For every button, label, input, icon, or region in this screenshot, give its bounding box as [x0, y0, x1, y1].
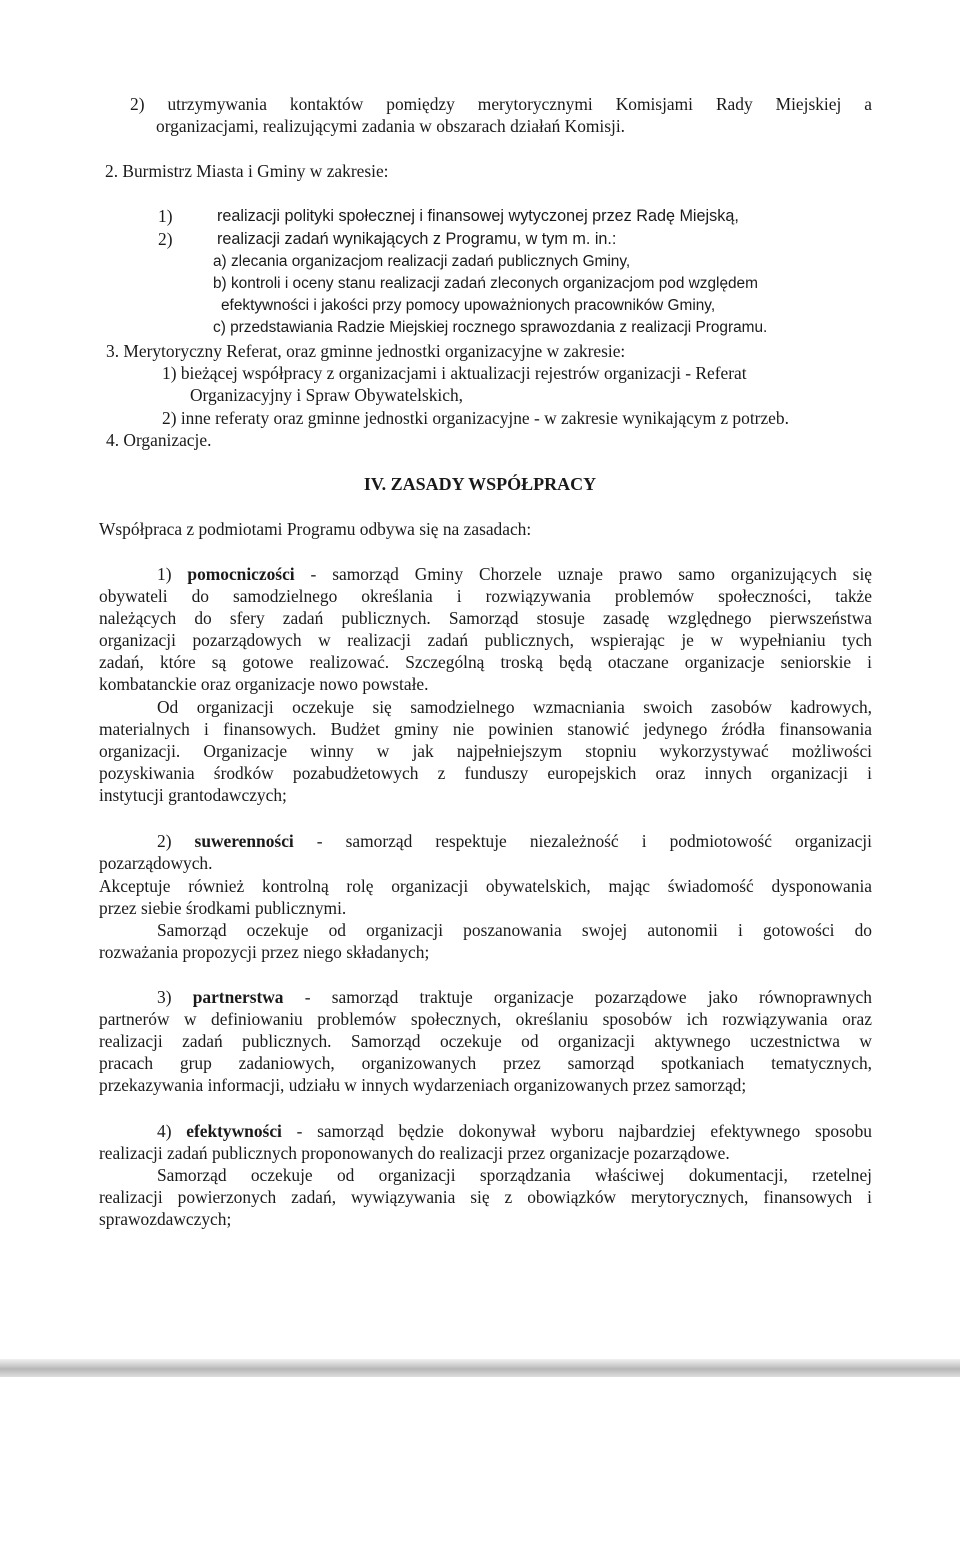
- principle-4-line-3: Samorząd oczekuje od organizacji sporządzania właściwej dokumentacji, rzetelnej: [157, 1165, 872, 1185]
- principle-2-line-5: Samorząd oczekuje od organizacji poszanowania swojej autonomii i gotowości do: [157, 920, 872, 940]
- principle-2-line-3: Akceptuje również kontrolną rolę organizacji obywatelskich, mając świadomość dysponowania: [99, 876, 872, 896]
- principle-4-line-2: realizacji zadań publicznych proponowanych do realizacji przez organizacje pozarządowe.: [99, 1143, 730, 1163]
- principle-1-line-3: należących do sfery zadań publicznych. Samorząd stosuje zasadę względnego pierwszeństwa: [99, 608, 872, 628]
- principle-2-line-1: [157, 830, 872, 852]
- principle-3-line-4: pracach grup zadaniowych, organizowanych przez samorząd spotkaniach tematycznych,: [99, 1053, 872, 1073]
- principle-1-line-11: instytucji grantodawczych;: [99, 785, 287, 805]
- principle-3-intro: - samorząd traktuje organizacje pozarządowe jako równoprawnych: [304, 987, 872, 1007]
- principle-4-line-1: [157, 1120, 872, 1142]
- principle-2-number: 2): [157, 831, 172, 851]
- section-3-heading: 3. Merytoryczny Referat, oraz gminne jednostki organizacyjne w zakresie:: [106, 341, 626, 361]
- section-2-item-1-number: 1): [158, 206, 173, 226]
- section-3-item-2: 2) inne referaty oraz gminne jednostki organizacyjne - w zakresie wynikającym z potrzeb.: [162, 408, 789, 428]
- principle-4-number: 4): [157, 1121, 172, 1141]
- item-2-line-2: organizacjami, realizującymi zadania w obszarach działań Komisji.: [156, 116, 626, 136]
- chapter-title: IV. ZASADY WSPÓŁPRACY: [363, 474, 597, 494]
- principle-4-term: efektywności: [186, 1121, 282, 1141]
- principle-1-line-1: [157, 563, 872, 585]
- principle-1-term: pomocniczości: [187, 564, 295, 584]
- principle-3-line-5: przekazywania informacji, udziału w innych wydarzeniach organizowanych przez samorząd;: [99, 1075, 747, 1095]
- section-2-item-1-text: realizacji polityki społecznej i finansowej wytyczonej przez Radę Miejską,: [217, 207, 739, 225]
- principle-3-line-3: realizacji zadań publicznych. Samorząd oczekuje od organizacji aktywnego uczestnictwa w: [99, 1031, 872, 1051]
- principle-1-line-7: Od organizacji oczekuje się samodzielnego wzmacniania swoich zasobów kadrowych,: [157, 697, 872, 717]
- section-2-sub-c: c) przedstawiania Radzie Miejskiej rocznego sprawozdania z realizacji Programu.: [213, 319, 768, 336]
- principle-1-line-2: obywateli do samodzielnego określania i rozwiązywania problemów społeczności, także: [99, 586, 872, 606]
- section-2-sub-b-line-1: b) kontroli i oceny stanu realizacji zadań zleconych organizacjom pod względem: [213, 275, 758, 292]
- section-2-heading: 2. Burmistrz Miasta i Gminy w zakresie:: [105, 161, 389, 181]
- section-2-item-2-text: realizacji zadań wynikających z Programu, w tym m. in.:: [217, 230, 617, 248]
- section-2-sub-b-line-2: efektywności i jakości przy pomocy upoważnionych pracowników Gminy,: [221, 297, 716, 314]
- principle-3-line-1: [157, 986, 872, 1008]
- principle-1-line-4: organizacji pozarządowych w realizacji zadań publicznych, wspierając je w wypełnianiu tych: [99, 630, 872, 650]
- principle-1-line-6: kombatanckie oraz organizacje nowo powstałe.: [99, 674, 429, 694]
- principle-1-line-10: pozyskiwania środków pozabudżetowych z funduszy europejskich oraz innych organizacji i: [99, 763, 872, 783]
- section-4-heading: 4. Organizacje.: [106, 430, 212, 450]
- principle-3-line-2: partnerów w definiowaniu problemów społecznych, określaniu sposobów ich rozwiązywania oraz: [99, 1009, 872, 1029]
- section-3-item-1-line-2: Organizacyjny i Spraw Obywatelskich,: [190, 385, 464, 405]
- principle-2-line-2: pozarządowych.: [99, 853, 213, 873]
- principle-2-intro: - samorząd respektuje niezależność i podmiotowość organizacji: [316, 831, 872, 851]
- principle-1-intro: - samorząd Gminy Chorzele uznaje prawo samo organizujących się: [310, 564, 872, 584]
- principle-1-line-8: materialnych i finansowych. Budżet gminy nie powinien stanowić jedynego źródła finansowania: [99, 719, 872, 739]
- item-2-line-1: 2) utrzymywania kontaktów pomiędzy merytorycznymi Komisjami Rady Miejskiej a: [130, 94, 872, 114]
- principle-4-line-4: realizacji powierzonych zadań, wywiązywania się z obowiązków merytorycznych, finansowych i: [99, 1187, 872, 1207]
- principle-3-term: partnerstwa: [192, 987, 284, 1007]
- principle-1-line-9: organizacji. Organizacje winny w jak najpełniejszym stopniu wykorzystywać możliwości: [99, 741, 872, 761]
- principle-3-number: 3): [157, 987, 172, 1007]
- principle-4-line-5: sprawozdawczych;: [99, 1209, 232, 1229]
- section-2-sub-a: a) zlecania organizacjom realizacji zadań publicznych Gminy,: [213, 253, 631, 270]
- section-3-item-1-line-1: 1) bieżącej współpracy z organizacjami i aktualizacji rejestrów organizacji - Referat: [162, 363, 747, 383]
- principle-4-intro: - samorząd będzie dokonywał wyboru najbardziej efektywnego sposobu: [296, 1121, 872, 1141]
- principle-1-number: 1): [157, 564, 172, 584]
- chapter-intro: Współpraca z podmiotami Programu odbywa się na zasadach:: [99, 519, 532, 539]
- principle-1-line-5: zadań, które są gotowe realizować. Szczególną troską będą otaczane organizacje seniorskie i: [99, 652, 872, 672]
- principle-2-line-6: rozważania propozycji przez niego składanych;: [99, 942, 430, 962]
- scan-edge-band: [0, 1359, 960, 1377]
- principle-2-term: suwerenności: [194, 831, 294, 851]
- section-2-item-2-number: 2): [158, 229, 173, 249]
- principle-2-line-4: przez siebie środkami publicznymi.: [99, 898, 347, 918]
